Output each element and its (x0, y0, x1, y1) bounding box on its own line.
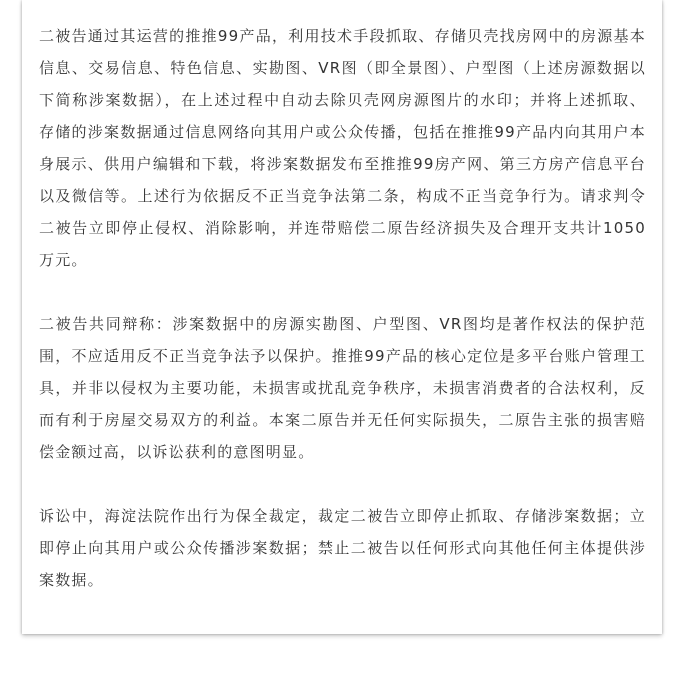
paragraph-defendant-defense: 二被告共同辩称：涉案数据中的房源实勘图、户型图、VR图均是著作权法的保护范围，不应适用反不正当竞争法予以保护。推推99产品的核心定位是多平台账户管理工具，并非以侵权为主要功能，未损害或扰乱竞争秩序，未损害消费者的合法权利，反而有利于房屋交易双方的利益。本案二原告并无任何实际损失，二原告主张的损害赔偿金额过高，以诉讼获利的意图明显。 (39, 315, 646, 461)
paragraph-preservation-ruling: 诉讼中，海淀法院作出行为保全裁定，裁定二被告立即停止抓取、存储涉案数据；立即停止向其用户或公众传播涉案数据；禁止二被告以任何形式向其他任何主体提供涉案数据。 (39, 507, 646, 589)
article-card (22, 0, 662, 634)
paragraph-plaintiff-claims: 二被告通过其运营的推推99产品，利用技术手段抓取、存储贝壳找房网中的房源基本信息、交易信息、特色信息、实勘图、VR图（即全景图）、户型图（上述房源数据以下简称涉案数据），在上述过程中自动去除贝壳网房源图片的水印；并将上述抓取、存储的涉案数据通过信息网络向其用户或公众传播，包括在推推99产品内向其用户本身展示、供用户编辑和下载，将涉案数据发布至推推99房产网、第三方房产信息平台以及微信等。上述行为依据反不正当竞争法第二条，构成不正当竞争行为。请求判令二被告立即停止侵权、消除影响，并连带赔偿二原告经济损失及合理开支共计1050万元。 (39, 27, 646, 269)
